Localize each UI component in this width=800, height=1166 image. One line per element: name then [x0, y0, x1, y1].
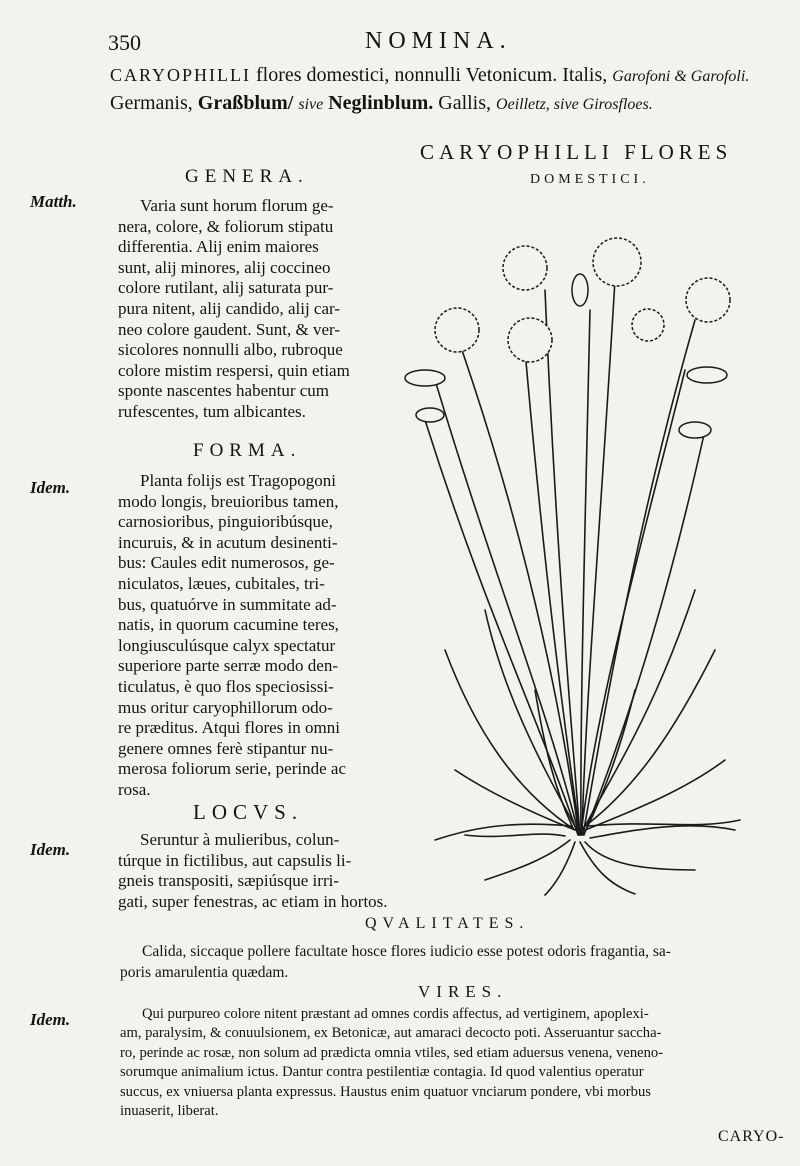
plate-subtitle: DOMESTICI. — [530, 172, 650, 187]
intro-paragraph — [110, 62, 780, 118]
heading-forma: FORMA. — [193, 440, 302, 461]
plate-title: CARYOPHILLI FLORES — [420, 140, 733, 164]
text-line: niculatos, læues, cubitales, tri- — [118, 573, 325, 593]
heading-vires: VIRES. — [418, 982, 508, 1001]
intro-sive: sive — [298, 96, 324, 113]
text-line: carnosioribus, pinguioribúsque, — [118, 512, 333, 532]
margin-note-locus: Idem. — [30, 840, 71, 859]
text-line: am, paralysim, & conuulsionem, ex Betonicæ, aut amaraci decocto poti. Asseruantur saccha- — [120, 1025, 662, 1042]
text-line: bus, quatuórve in summitate ad- — [118, 594, 337, 614]
text-line: sorumque animalium ictus. Dantur contra pestilentiæ contagia. Id quod valentius operatur — [120, 1064, 644, 1081]
text-line: merosa foliorum serie, perinde ac — [118, 759, 346, 779]
intro-lead: CARYOPHILLI — [110, 65, 252, 85]
text-line: pura nitent, alij candido, alij car- — [118, 298, 340, 318]
carnation-woodcut-illustration — [395, 230, 765, 900]
text-line: ro, perinde ac rosæ, non solum ad prædicta omnia vtiles, sed etiam aduersus venena, veneno- — [120, 1044, 664, 1061]
text-line: modo longis, breuioribus tamen, — [118, 491, 339, 511]
text-line: mus oritur caryophillorum odo- — [118, 697, 333, 717]
text-line: Planta folijs est Tragopogoni — [140, 471, 336, 490]
text-line: re præditus. Atqui flores in omni — [118, 718, 340, 738]
text-line: genere omnes ferè stipantur nu- — [118, 738, 334, 758]
intro-text-3: Gallis, — [438, 92, 492, 114]
intro-italian-term: Garofoni & Garofoli. — [612, 68, 750, 85]
text-line: poris amarulentia quædam. — [120, 963, 289, 981]
text-line: bus: Caules edit numerosos, ge- — [118, 553, 335, 573]
vires-text — [120, 1005, 785, 1121]
intro-text-1: flores domestici, nonnulli Vetonicum. Italis, — [256, 64, 608, 86]
heading-qualitates: QVALITATES. — [365, 915, 530, 932]
qualitates-text — [120, 942, 780, 983]
intro-german-term-2: Neglinblum. — [328, 92, 434, 114]
margin-note-vires: Idem. — [30, 1010, 71, 1029]
text-line: rufescentes, tum albicantes. — [118, 401, 306, 421]
intro-gallic-term: Oeilletz, sive Girosfloes. — [496, 96, 653, 113]
genera-text — [118, 196, 388, 423]
margin-note-forma: Idem. — [30, 478, 71, 497]
margin-note-genera: Matth. — [30, 192, 77, 211]
locus-text — [118, 830, 438, 912]
text-line: nera, colore, & foliorum stipatu — [118, 216, 334, 236]
catchword: CARYO- — [718, 1128, 785, 1145]
text-line: colore rutilant, alij saturata pur- — [118, 278, 334, 298]
text-line: sicolores nonnulli albo, rubroque — [118, 340, 343, 360]
text-line: superiore parte serræ modo den- — [118, 656, 338, 676]
text-line: sponte nascentes habentur cum — [118, 381, 330, 401]
forma-text — [118, 471, 398, 801]
heading-genera: GENERA. — [185, 166, 309, 187]
text-line: longiusculúsque calyx spectatur — [118, 635, 336, 655]
text-line: differentia. Alij enim maiores — [118, 237, 319, 257]
running-head: NOMINA. — [365, 28, 512, 54]
intro-german-term: Graßblum/ — [197, 92, 294, 114]
text-line: colore mistim respersi, quin etiam — [118, 360, 350, 380]
heading-locus: LOCVS. — [193, 800, 304, 824]
text-line: succus, ex vniuersa planta expressus. Haustus enim quatuor vnciarum pondere, vbi morbus — [120, 1083, 651, 1100]
text-line: Calida, siccaque pollere facultate hosce flores iudicio esse potest odoris fragantia, sa- — [142, 943, 671, 960]
intro-text-2: Germanis, — [110, 92, 193, 114]
text-line: túrque in fictilibus, aut capsulis li- — [118, 850, 352, 870]
text-line: inuaserit, liberat. — [120, 1103, 219, 1120]
text-line: gati, super fenestras, ac etiam in hortos. — [118, 891, 388, 911]
text-line: natis, in quorum cacumine teres, — [118, 615, 339, 635]
text-line: Seruntur à mulieribus, colun- — [140, 830, 340, 849]
text-line: rosa. — [118, 779, 151, 799]
text-line: neo colore gaudent. Sunt, & ver- — [118, 319, 341, 339]
text-line: Qui purpureo colore nitent præstant ad omnes cordis affectus, ad vertiginem, apoplexi- — [142, 1006, 649, 1022]
text-line: incuruis, & in acutum desinenti- — [118, 532, 338, 552]
text-line: Varia sunt horum florum ge- — [140, 196, 334, 215]
page-number: 350 — [108, 30, 141, 55]
text-line: ticulatus, è quo flos speciosissi- — [118, 676, 334, 696]
text-line: sunt, alij minores, alij coccineo — [118, 257, 331, 277]
text-line: gneis transpositi, sæpiúsque irri- — [118, 871, 339, 891]
